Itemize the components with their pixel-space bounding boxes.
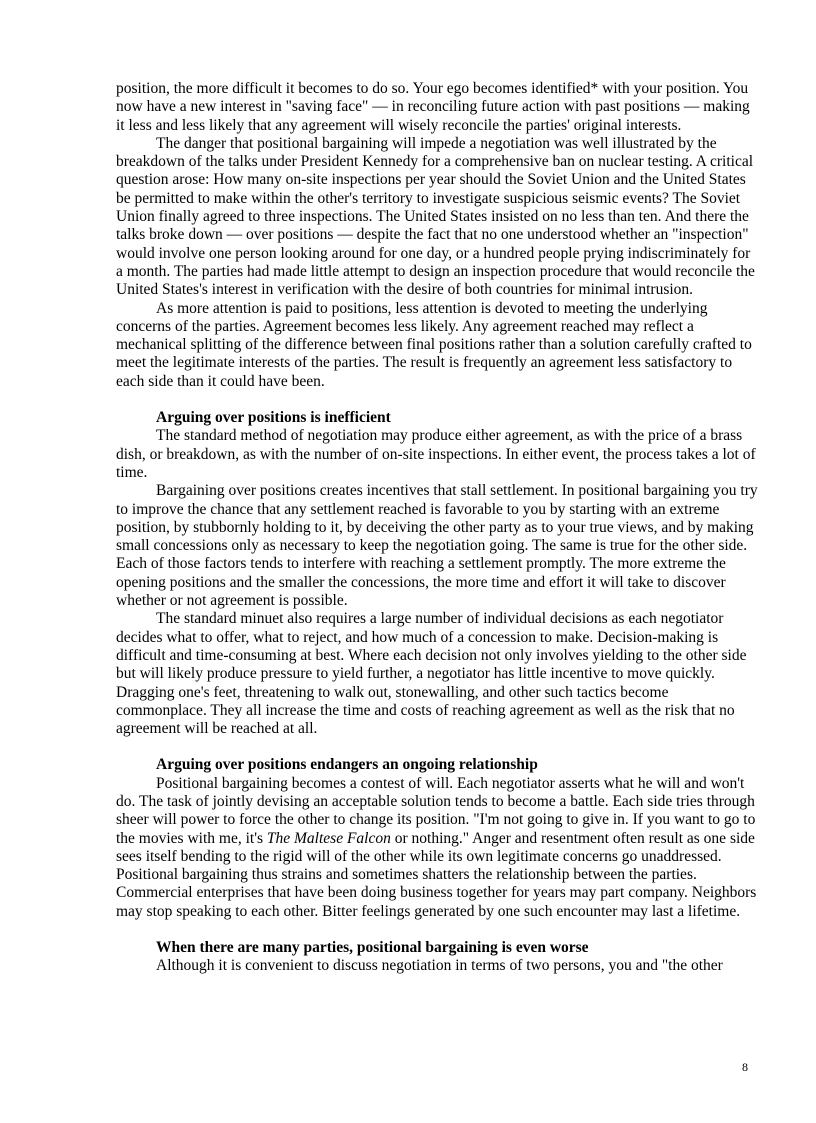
paragraph-text: or nothing." Anger and resentment often result as one side sees itself bending to the rigid will of the other while its own legitimate concerns go unaddressed. Positional bargaining thus strains and sometimes shatters the relationship between the parties. Commercial enterprises that have been doing business together for years may part company. Neighbors may stop speaking to each other. Bitter feelings generated by one such encounter may last a lifetime. <box>116 829 757 920</box>
document-page <box>116 80 758 976</box>
paragraph-text: Positional bargaining becomes a contest of will. Each negotiator asserts what he will and won't do. The task of jointly devising an acceptable solution tends to become a battle. Each side tries through sheer will power to force the other to change its position. "I'm not going to give in. If you want to go to the movies with me, it's <box>116 774 756 847</box>
paragraph <box>116 775 758 921</box>
paragraph: position, the more difficult it becomes to do so. Your ego becomes identified* with your position. You now have a new interest in "saving face" — in reconciling future action with past positions — making it less and less likely that any agreement will wisely reconcile the parties' original interests. <box>116 80 750 134</box>
page-number: 8 <box>742 1060 748 1074</box>
film-title: The Maltese Falcon <box>266 829 391 847</box>
section-heading-inefficient: Arguing over positions is inefficient <box>156 409 391 427</box>
section-heading-relationship: Arguing over positions endangers an ongoing relationship <box>156 756 538 774</box>
paragraph: As more attention is paid to positions, less attention is devoted to meeting the underlying concerns of the parties. Agreement becomes less likely. Any agreement reached may reflect a mechanical splitting of the difference between final positions rather than a solution carefully crafted to meet the legitimate interests of the parties. The result is frequently an agreement less satisfactory to each side than it could have been. <box>116 299 752 390</box>
paragraph: Bargaining over positions creates incentives that stall settlement. In positional bargaining you try to improve the chance that any settlement reached is favorable to you by starting with an extreme position, by stubbornly holding to it, by deceiving the other party as to your true views, and by making small concessions only as necessary to keep the negotiation going. The same is true for the other side. Each of those factors tends to interfere with reaching a settlement promptly. The more extreme the opening positions and the smaller the concessions, the more time and effort it will take to discover whether or not agreement is possible. <box>116 482 758 610</box>
paragraph: Although it is convenient to discuss negotiation in terms of two persons, you and "the other <box>156 957 723 975</box>
paragraph: The standard method of negotiation may produce either agreement, as with the price of a brass dish, or breakdown, as with the number of on-site inspections. In either event, the process takes a lot of time. <box>116 427 756 481</box>
paragraph: The standard minuet also requires a large number of individual decisions as each negotiator decides what to offer, what to reject, and how much of a concession to make. Decision-making is difficult and time-consuming at best. Where each decision not only involves yielding to the other side but will likely produce pressure to yield further, a negotiator has little incentive to move quickly. Dragging one's feet, threatening to walk out, stonewalling, and other such tactics become commonplace. They all increase the time and costs of reaching agreement as well as the risk that no agreement will be reached at all. <box>116 610 747 738</box>
section-heading-many-parties: When there are many parties, positional bargaining is even worse <box>156 939 589 957</box>
paragraph: The danger that positional bargaining will impede a negotiation was well illustrated by the breakdown of the talks under President Kennedy for a comprehensive ban on nuclear testing. A critical question arose: How many on-site inspections per year should the Soviet Union and the United States be permitted to make within the other's territory to investigate suspicious seismic events? The Soviet Union finally agreed to three inspections. The United States insisted on no less than ten. And there the talks broke down — over positions — despite the fact that no one understood whether an "inspection" would involve one person looking around for one day, or a hundred people prying indiscriminately for a month. The parties had made little attempt to design an inspection procedure that would reconcile the United States's interest in verification with the desire of both countries for minimal intrusion. <box>116 134 755 299</box>
